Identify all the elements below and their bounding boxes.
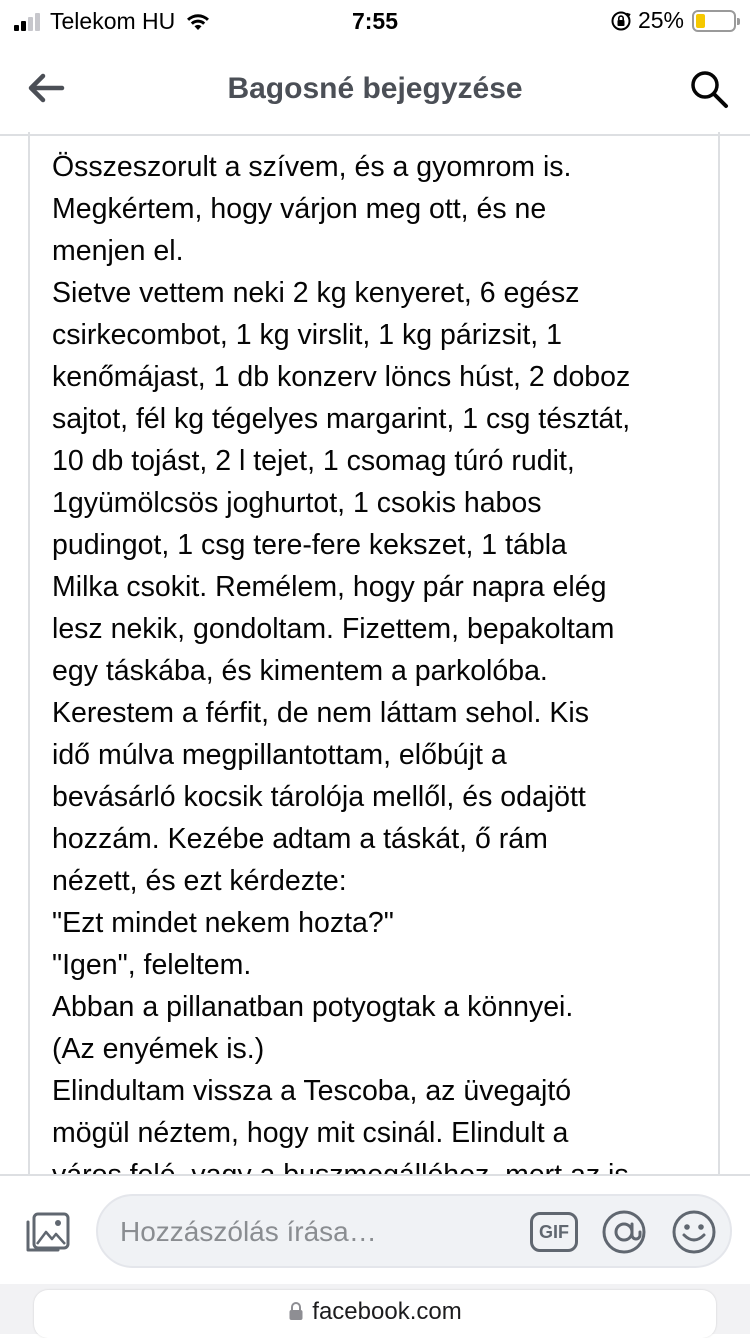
post-text-line: idő múlva megpillantottam, előbújt a — [52, 739, 507, 771]
orientation-lock-icon — [610, 10, 632, 32]
photo-icon[interactable] — [24, 1210, 72, 1254]
page-header — [0, 44, 750, 136]
status-bar — [0, 0, 750, 44]
post-text-line: hozzám. Kezébe adtam a táskát, ő rám — [52, 823, 548, 855]
comment-input-wrapper — [96, 1194, 732, 1268]
page-title: Bagosné bejegyzése — [227, 72, 523, 105]
smiley-icon[interactable] — [670, 1208, 718, 1256]
post-text-line: "Ezt mindet nekem hozta?" — [52, 907, 394, 939]
post-text-line: lesz nekik, gondoltam. Fizettem, bepakoltam — [52, 613, 615, 645]
at-sign-icon[interactable] — [600, 1208, 648, 1256]
post-text-line: csirkecombot, 1 kg virslit, 1 kg párizsit, 1 — [52, 319, 562, 351]
url-display — [34, 1298, 716, 1326]
post-text-line: "Igen", feleltem. — [52, 949, 252, 981]
post-text-line: (Az enyémek is.) — [52, 1033, 265, 1065]
post-text-line: mögül néztem, hogy mit csinál. Elindult a — [52, 1117, 569, 1149]
search-icon[interactable] — [688, 68, 730, 110]
post-text-line: Összeszorult a szívem, és a gyomrom is. — [52, 151, 572, 183]
post-text-line: Kerestem a férfit, de nem láttam sehol. Kis — [52, 697, 589, 729]
post-text-line: egy táskába, és kimentem a parkolóba. — [52, 655, 548, 687]
post-text-line: menjen el. — [52, 235, 184, 267]
post-text-line: bevásárló kocsik tárolója mellől, és odajött — [52, 781, 586, 813]
post-text-line: Elindultam vissza a Tescoba, az üvegajtó — [52, 1075, 572, 1107]
post-text-line: sajtot, fél kg tégelyes margarint, 1 csg tésztát, — [52, 403, 631, 435]
status-time: 7:55 — [351, 8, 399, 34]
post-scroll-area[interactable] — [0, 136, 750, 1174]
post-body — [28, 132, 720, 1232]
url-bar[interactable] — [34, 1290, 716, 1338]
comment-input[interactable] — [118, 1208, 522, 1256]
battery-cap — [737, 18, 740, 25]
browser-url-area — [0, 1284, 750, 1334]
status-right — [610, 7, 736, 34]
post-text-line: pudingot, 1 csg tere-fere kekszet, 1 tábla — [52, 529, 567, 561]
post-text-line: nézett, és ezt kérdezte: — [52, 865, 347, 897]
post-text-line: 10 db tojást, 2 l tejet, 1 csomag túró rudit, — [52, 445, 575, 477]
post-text-line: kenőmájast, 1 db konzerv löncs húst, 2 doboz — [52, 361, 631, 393]
battery-icon — [692, 10, 736, 32]
carrier-name: Telekom HU — [50, 8, 176, 34]
post-text-line: Megkértem, hogy várjon meg ott, és ne — [52, 193, 547, 225]
comment-bar — [0, 1174, 750, 1284]
lock-icon — [288, 1301, 304, 1321]
post-text — [52, 146, 712, 1196]
post-text-line: Milka csokit. Remélem, hogy pár napra elég — [52, 571, 607, 603]
url-domain: facebook.com — [312, 1298, 462, 1325]
battery-level-fill — [696, 14, 705, 28]
battery-percent: 25% — [637, 7, 684, 33]
post-text-line: Abban a pillanatban potyogtak a könnyei. — [52, 991, 574, 1023]
post-text-line: 1gyümölcsös joghurtot, 1 csokis habos — [52, 487, 542, 519]
post-text-line: Sietve vettem neki 2 kg kenyeret, 6 egész — [52, 277, 580, 309]
gif-button[interactable]: GIF — [530, 1212, 578, 1252]
